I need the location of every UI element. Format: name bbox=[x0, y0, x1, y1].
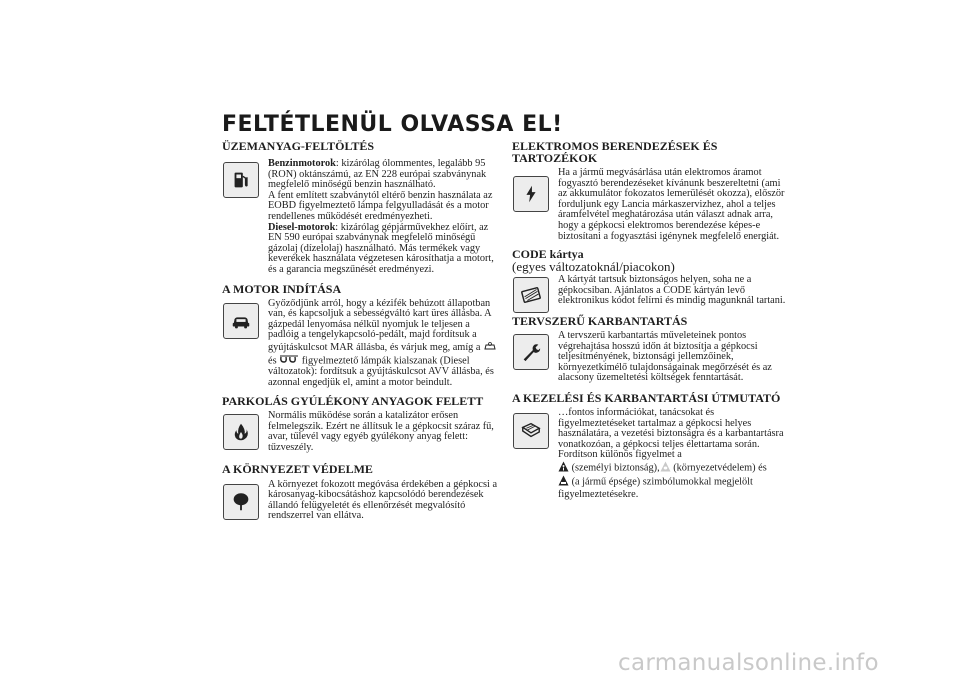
tree-icon bbox=[223, 484, 259, 520]
page-title: FELTÉTLENÜL OLVASSA EL! bbox=[222, 112, 563, 137]
car-icon bbox=[223, 303, 259, 339]
manual-vehicle: (a jármű épsége) szimbólumokkal megjelölt figyelmeztetésekre. bbox=[558, 477, 753, 501]
fuel-warning-text: A fent említett szabványtól eltérő benzin használata az EOBD figyelmeztető lámpa felgyulladását és a motor rendellenes működését eredményezheti. bbox=[268, 189, 493, 222]
environment-section bbox=[222, 480, 502, 522]
diesel-label: Diesel-motorok bbox=[268, 221, 336, 233]
maintenance-text: A tervszerű karbantartás műveleteinek pontos végrehajtása hosszú időn át biztosítja a gépkocsi teljesítményének, biztonsági jellemzőinek, környezetkímélő tulajdonságainak megőrzését és az alacsony üzemeltetési költségek fenntartását. bbox=[558, 329, 772, 384]
start-text bbox=[268, 299, 502, 389]
immobilizer-lamp-icon bbox=[483, 341, 497, 355]
start-text-2: figyelmeztető lámpák kialszanak (Diesel változatok): fordítsuk a gyújtáskulcsot AVV állásba, és azonnal engedjük el, amint a motor beindult. bbox=[268, 355, 494, 388]
book-icon bbox=[513, 413, 549, 449]
petrol-label: Benzinmotorok bbox=[268, 158, 336, 169]
fuel-text bbox=[268, 159, 502, 276]
code-subheading: (egyes változatoknál/piacokon) bbox=[512, 259, 675, 275]
left-column bbox=[222, 140, 502, 522]
start-text-and: és bbox=[268, 355, 277, 367]
manual-heading: A KEZELÉSI ÉS KARBANTARTÁSI ÚTMUTATÓ bbox=[512, 390, 781, 405]
petrol-text: : kizárólag ólommentes, legalább 95 (RON) oktánszámú, az EN 228 európai szabványnak megfelelő minőségű benzin használható. bbox=[268, 158, 487, 191]
person-warning-icon bbox=[558, 461, 569, 476]
parking-text: Normális működése során a katalizátor erősen felmelegszik. Ezért ne állítsuk le a gépkocsit száraz fű, avar, tűlevél vagy egyéb gyúlékony anyag felett: tűzveszély. bbox=[268, 410, 494, 454]
code-section bbox=[512, 275, 790, 307]
parking-section bbox=[222, 411, 502, 453]
card-icon bbox=[513, 277, 549, 313]
electric-text: Ha a jármű megvásárlása után elektromos áramot fogyasztó berendezéseket kívánunk beszereltetni (ami az akkumulátor fokozatos lemerülését okozza), először forduljunk egy Lancia márkaszervizhez, ahol a teljes áramfelvétel meghatározása után választ adnak arra, hogy a gépkocsi elektromos berendezése képes-e biztosítani a fogyasztási igénynek megfelelő energiát. bbox=[558, 167, 785, 242]
parking-heading: PARKOLÁS GYÚLÉKONY ANYAGOK FELETT bbox=[222, 394, 484, 409]
maintenance-section bbox=[512, 331, 790, 384]
start-heading: A MOTOR INDÍTÁSA bbox=[222, 281, 342, 296]
flame-icon bbox=[223, 414, 259, 450]
fuel-section bbox=[222, 159, 502, 276]
environment-heading: A KÖRNYEZET VÉDELME bbox=[222, 461, 373, 476]
diesel-text: : kizárólag gépjárművekhez előírt, az EN 590 európai szabványnak megfelelő minőségű gázolaj (dízelolaj) használható. Más termékek vagy keverékek használata végzetesen károsíthatja a motort, és a garancia megszűnését eredményezi. bbox=[268, 221, 494, 275]
manual-text-1: …fontos információkat, tanácsokat és figyelmeztetéseket tartalmaz a gépkocsi helyes használatára, a vezetési biztonságra és a karbantartásra vonatkozóan, a gépkocsi teljes élettartama során. Fordítson különös figyelmet a bbox=[558, 406, 784, 461]
watermark: carmanualsonline.info bbox=[618, 650, 879, 676]
start-text-1: Győződjünk arról, hogy a kézifék behúzott állapotban van, és kapcsoljuk a sebességváltó kart üres állásba. A gázpedál lenyomása nélkül nyomjuk le teljesen a padlóig a tengelykapcsoló-pedált, majd fordítsuk a gyújtáskulcsot MAR állásba, és várjuk meg, amíg a bbox=[268, 297, 492, 354]
manual-text bbox=[558, 408, 790, 501]
manual-environment: (környezetvédelem) és bbox=[673, 462, 767, 474]
code-heading: CODE kártya bbox=[512, 247, 584, 262]
right-column bbox=[512, 140, 790, 501]
manual-section bbox=[512, 408, 790, 501]
electric-heading: ELEKTROMOS BERENDEZÉSEK ÉS TARTOZÉKOK bbox=[512, 139, 718, 165]
fuel-pump-icon bbox=[223, 162, 259, 198]
environment-text: A környezet fokozott megóvása érdekében a gépkocsi a károsanyag-kibocsátáshoz kapcsolódó berendezések állandó felügyeletét és ellenőrzését megvalósító rendszerrel van ellátva. bbox=[268, 478, 498, 522]
fuel-heading: ÜZEMANYAG-FELTÖLTÉS bbox=[222, 139, 375, 153]
lightning-icon bbox=[513, 176, 549, 212]
start-section bbox=[222, 299, 502, 389]
maintenance-heading: TERVSZERŰ KARBANTARTÁS bbox=[512, 313, 688, 328]
code-text: A kártyát tartsuk biztonságos helyen, soha ne a gépkocsiban. Ajánlatos a CODE kártyán levő elektronikus kódot felírni és mindig magunknál tartani. bbox=[558, 274, 786, 307]
leaf-warning-icon bbox=[660, 461, 671, 476]
car-warning-icon bbox=[558, 475, 569, 490]
wrench-icon bbox=[513, 334, 549, 370]
manual-personal: (személyi biztonság), bbox=[571, 462, 660, 474]
electric-section bbox=[512, 168, 790, 242]
